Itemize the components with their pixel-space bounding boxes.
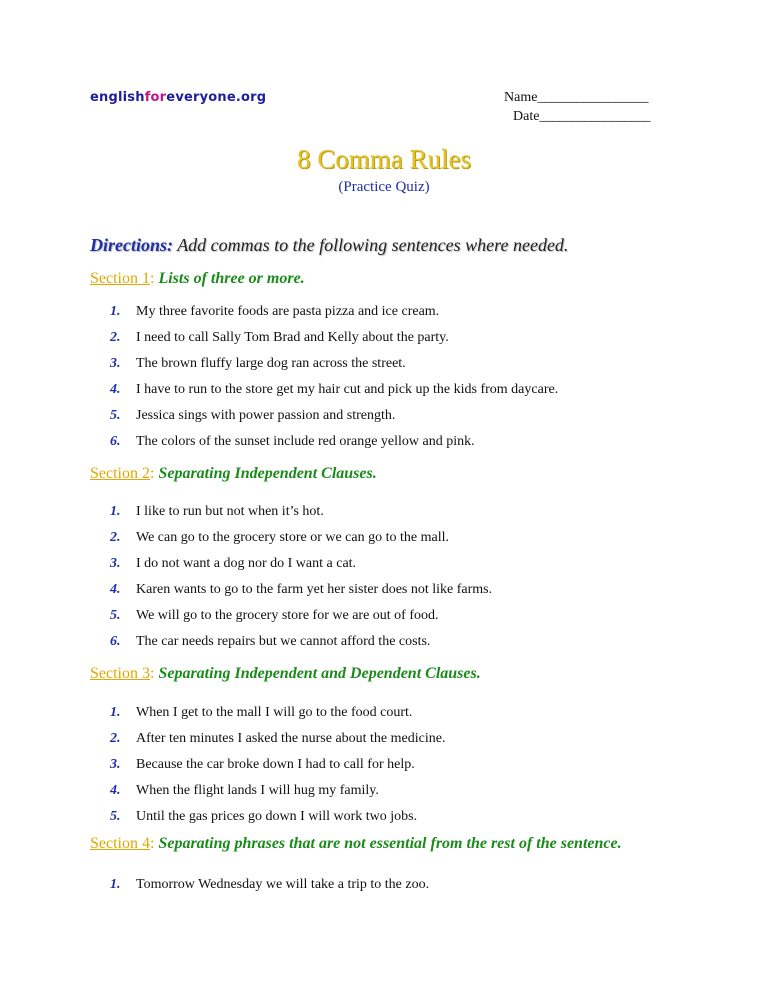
item-text: I do not want a dog nor do I want a cat. (136, 556, 357, 571)
item-text: Karen wants to go to the farm yet her sister does not like farms. (136, 582, 493, 597)
directions (90, 235, 568, 256)
site-logo-text (90, 90, 266, 105)
item-text: We will go to the grocery store for we are out of food. (136, 608, 439, 623)
item-number: 4. (110, 783, 121, 798)
item-text: When the flight lands I will hug my family. (136, 783, 379, 798)
section-colon: : (150, 835, 155, 852)
item-number: 1. (110, 705, 121, 720)
section-label: Section 3 (90, 665, 150, 682)
item-text: We can go to the grocery store or we can go to the mall. (136, 530, 449, 545)
section-1-heading (90, 270, 305, 288)
date-field (513, 109, 650, 125)
section-topic: Separating phrases that are not essential from the rest of the sentence. (158, 835, 622, 852)
section-topic: Lists of three or more. (158, 270, 305, 287)
directions-text: Add commas to the following sentences where needed. (177, 235, 569, 255)
item-text: The brown fluffy large dog ran across the street. (136, 356, 406, 371)
item-text: I need to call Sally Tom Brad and Kelly about the party. (136, 330, 449, 345)
item-text: I have to run to the store get my hair cut and pick up the kids from daycare. (136, 382, 559, 397)
item-number: 5. (110, 408, 121, 423)
item-number: 3. (110, 757, 121, 772)
item-number: 5. (110, 809, 121, 824)
item-number: 3. (110, 556, 121, 571)
section-colon: : (150, 270, 155, 287)
item-number: 2. (110, 530, 121, 545)
item-text: Jessica sings with power passion and strength. (136, 408, 396, 423)
item-text: My three favorite foods are pasta pizza and ice cream. (136, 304, 440, 319)
item-text: After ten minutes I asked the nurse about the medicine. (136, 731, 446, 746)
page-title: 8 Comma Rules (297, 144, 471, 174)
item-text: When I get to the mall I will go to the food court. (136, 705, 413, 720)
item-text: The colors of the sunset include red orange yellow and pink. (136, 434, 475, 449)
item-text: Tomorrow Wednesday we will take a trip to the zoo. (136, 877, 430, 892)
item-number: 1. (110, 504, 121, 519)
section-colon: : (150, 665, 155, 682)
section-label: Section 1 (90, 270, 150, 287)
section-label: Section 4 (90, 835, 150, 852)
item-number: 2. (110, 330, 121, 345)
section-topic: Separating Independent and Dependent Clauses. (158, 665, 481, 682)
section-label: Section 2 (90, 465, 150, 482)
item-number: 6. (110, 634, 121, 649)
section-4-heading (90, 835, 622, 853)
item-number: 2. (110, 731, 121, 746)
item-number: 1. (110, 877, 121, 892)
page-subtitle: (Practice Quiz) (338, 179, 430, 195)
section-3-heading (90, 665, 481, 683)
date-label: Date (513, 109, 540, 124)
item-number: 6. (110, 434, 121, 449)
section-2-heading (90, 465, 377, 483)
site-part-english: english (90, 90, 145, 105)
name-field (504, 90, 648, 106)
item-number: 3. (110, 356, 121, 371)
item-text: The car needs repairs but we cannot afford the costs. (136, 634, 431, 649)
item-number: 1. (110, 304, 121, 319)
date-blank: _________________ (539, 109, 650, 124)
item-text: Until the gas prices go down I will work two jobs. (136, 809, 418, 824)
item-number: 4. (110, 382, 121, 397)
section-topic: Separating Independent Clauses. (158, 465, 377, 482)
item-number: 4. (110, 582, 121, 597)
directions-label: Directions: (90, 235, 173, 255)
name-label: Name (504, 90, 538, 105)
site-part-everyone: everyone.org (166, 90, 267, 105)
item-text: I like to run but not when it’s hot. (136, 504, 324, 519)
item-number: 5. (110, 608, 121, 623)
name-blank: _________________ (537, 90, 648, 105)
item-text: Because the car broke down I had to call for help. (136, 757, 415, 772)
section-colon: : (150, 465, 155, 482)
site-part-for: for (144, 90, 167, 105)
